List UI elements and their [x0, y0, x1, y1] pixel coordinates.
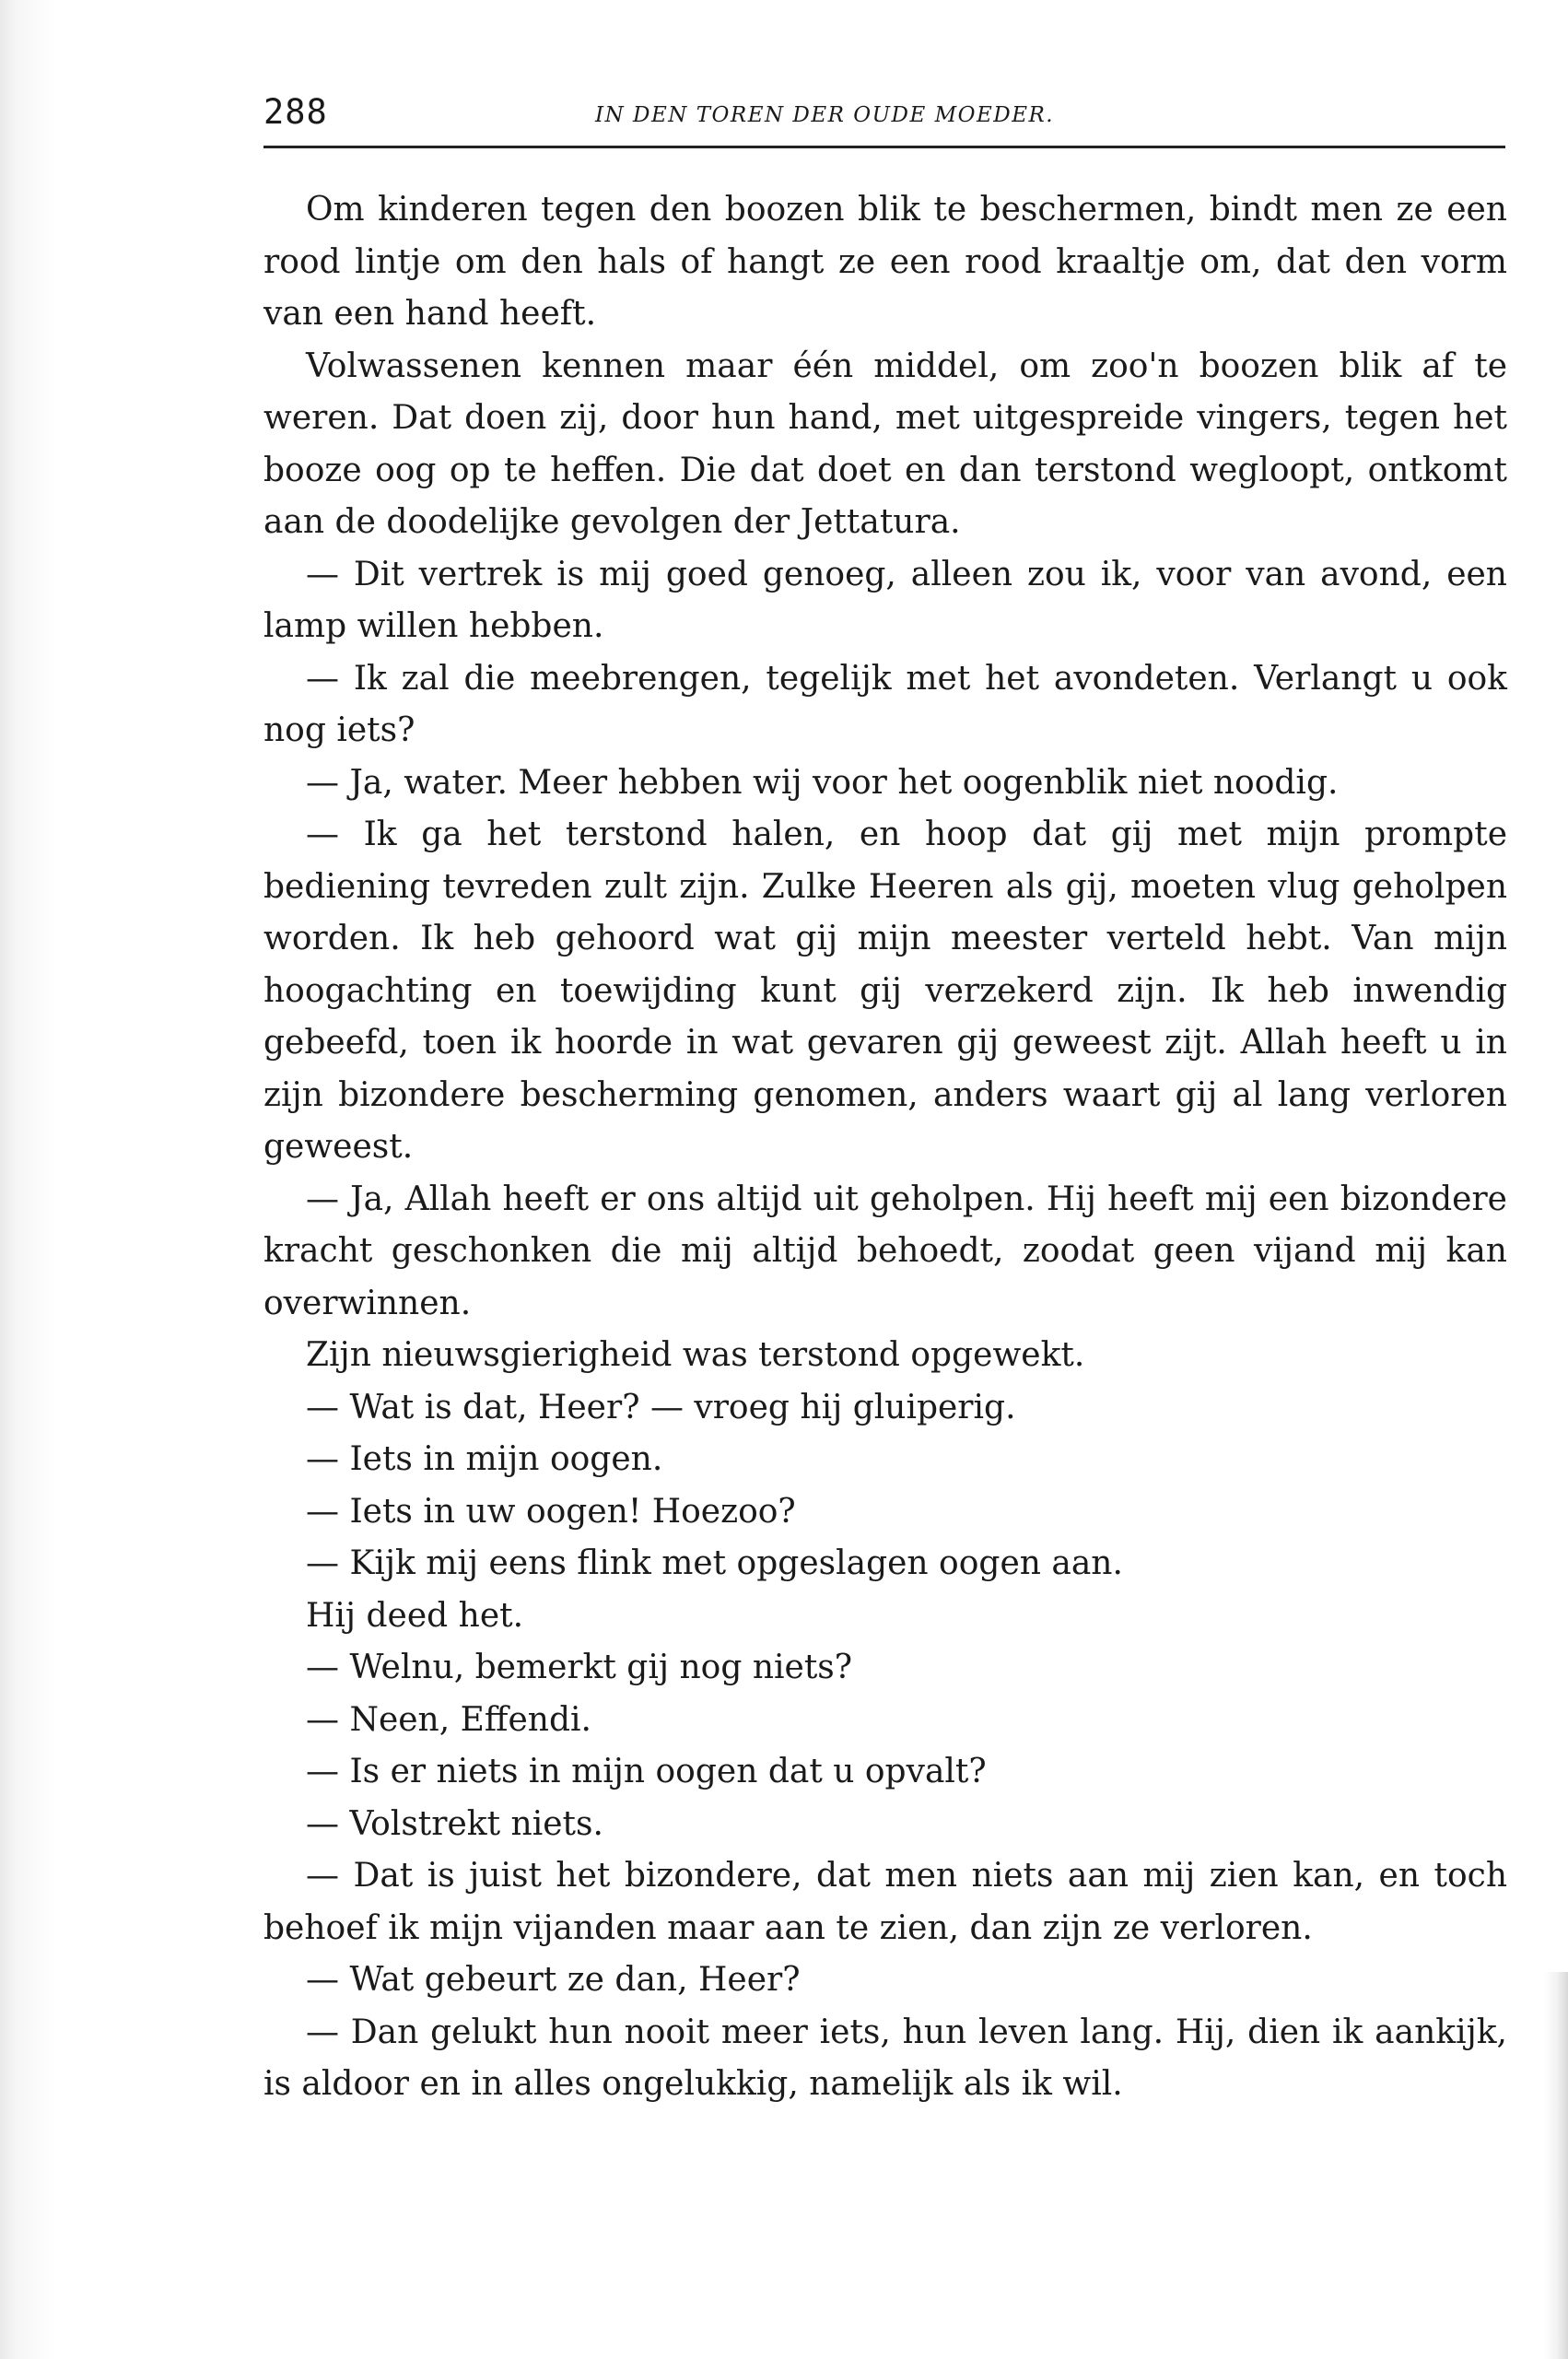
- dialogue-line: — Kijk mij eens flink met opgeslagen oogen aan.: [306, 1544, 1123, 1582]
- dialogue-line: — Dan gelukt hun nooit meer iets, hun leven lang. Hij, dien ik aankijk, is aldoor en in alles ongelukkig, namelijk als ik wil.: [263, 2013, 1507, 2103]
- paragraph: Hij deed het.: [306, 1596, 524, 1635]
- dialogue-line: — Is er niets in mijn oogen dat u opvalt?: [306, 1753, 987, 1790]
- paragraph: Volwassenen kennen maar één middel, om zoo'n boozen blik af te weren. Dat doen zij, door hun hand, met uitgespreide vingers, tegen het booze oog op te heffen. Die dat doet en dan terstond wegloopt, ontkomt aan de doodelijke gevolgen der Jettatura.: [263, 346, 1507, 541]
- dialogue-line: — Volstrekt niets.: [306, 1804, 603, 1843]
- dialogue-line: — Iets in uw oogen! Hoezoo?: [306, 1492, 796, 1531]
- dialogue-line: — Ik ga het terstond halen, en hoop dat gij met mijn prompte bediening tevreden zult zijn. Zulke Heeren als gij, moeten vlug geholpen worden. Ik heb gehoord wat gij mijn meester verteld hebt. Van mijn hoogachting en toewijding kunt gij verzekerd zijn. Ik heb inwendig gebeefd, toen ik hoorde in wat gevaren gij geweest zijt. Allah heeft u in zijn bizondere bescherming genomen, anders waart gij al lang verloren geweest.: [263, 816, 1507, 1166]
- page-edge-shadow: [1544, 1972, 1568, 2359]
- running-head: IN DEN TOREN DER OUDE MOEDER.: [595, 103, 1055, 127]
- dialogue-line: — Welnu, bemerkt gij nog niets?: [306, 1649, 853, 1686]
- page-binding-edge: [0, 0, 57, 2359]
- page-number: 288: [263, 92, 328, 132]
- dialogue-line: — Neen, Effendi.: [306, 1700, 591, 1739]
- page-body: [263, 184, 1507, 2111]
- dialogue-line: — Wat is dat, Heer? — vroeg hij gluiperig.: [306, 1388, 1016, 1426]
- dialogue-line: — Ja, water. Meer hebben wij voor het oogenblik niet noodig.: [306, 763, 1339, 802]
- page-header: [263, 88, 1505, 148]
- dialogue-line: — Dit vertrek is mij goed genoeg, alleen zou ik, voor van avond, een lamp willen hebben.: [263, 555, 1507, 645]
- dialogue-line: — Ja, Allah heeft er ons altijd uit geholpen. Hij heeft mij een bizondere kracht geschonken die mij altijd behoedt, zoodat geen vijand mij kan overwinnen.: [263, 1180, 1507, 1322]
- paragraph: Zijn nieuwsgierigheid was terstond opgewekt.: [306, 1336, 1085, 1374]
- paragraph: Om kinderen tegen den boozen blik te beschermen, bindt men ze een rood lintje om den hals of hangt ze een rood kraaltje om, dat den vorm van een hand heeft.: [263, 191, 1507, 333]
- dialogue-line: — Iets in mijn oogen.: [306, 1440, 663, 1478]
- dialogue-line: — Dat is juist het bizondere, dat men niets aan mij zien kan, en toch behoef ik mijn vijanden maar aan te zien, dan zijn ze verloren.: [263, 1857, 1507, 1947]
- dialogue-line: — Ik zal die meebrengen, tegelijk met het avondeten. Verlangt u ook nog iets?: [263, 659, 1507, 749]
- dialogue-line: — Wat gebeurt ze dan, Heer?: [306, 1961, 801, 1999]
